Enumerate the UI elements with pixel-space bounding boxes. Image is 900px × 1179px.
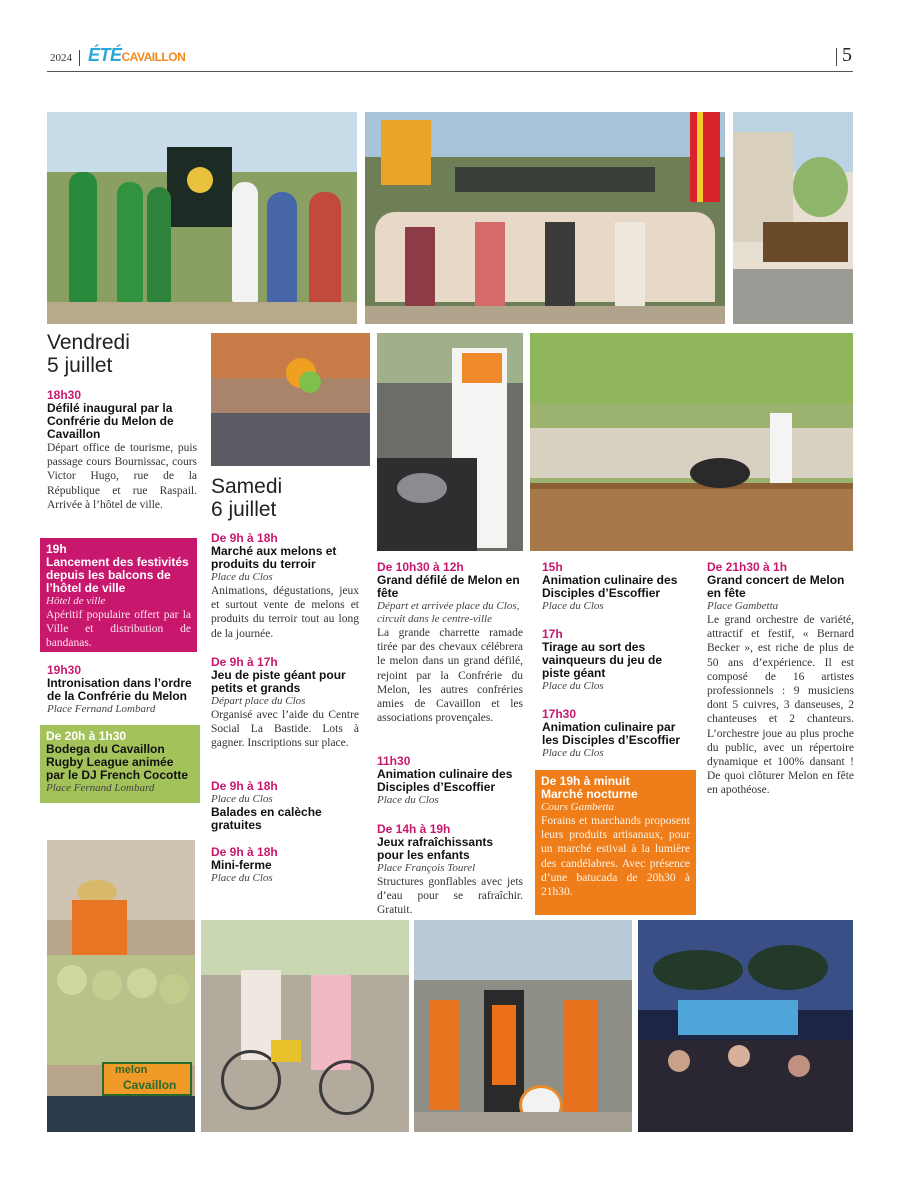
event-title: Grand défilé de Melon en fête (377, 573, 520, 600)
photo-crowd-market (211, 333, 370, 466)
samedi-date: 6 juillet (211, 498, 277, 521)
photo-night-concert (638, 920, 853, 1132)
event-animation-culinaire-15h (542, 560, 688, 613)
event-jeux-rafraichissants (377, 822, 523, 918)
event-title: Jeux rafraîchissants pour les enfants (377, 835, 494, 862)
event-time: 15h (542, 560, 563, 574)
event-animation-culinaire-1730 (542, 707, 688, 760)
photo-bike-blender (201, 920, 409, 1132)
event-title: Jeu de piste géant pour petits et grands (211, 668, 346, 695)
photo-chefs-cooking (377, 333, 523, 551)
photo-melon-cart (733, 112, 853, 324)
header-year: 2024 (50, 52, 72, 64)
event-time: De 19h à minuit (541, 774, 630, 788)
photo-batucada (414, 920, 632, 1132)
melon-box-label: melon (115, 1064, 148, 1076)
event-animation-culinaire-1130 (377, 754, 523, 807)
event-place: Place Gambetta (707, 600, 779, 612)
photo-confrerie-procession (47, 112, 357, 324)
event-place: Place du Clos (211, 872, 273, 884)
event-place: Place Fernand Lombard (47, 703, 156, 715)
vendredi-date: 5 juillet (47, 354, 113, 377)
event-title: Lancement des festivités depuis les balcons de l’hôtel de ville (46, 555, 189, 595)
photo-mini-farm (530, 333, 853, 551)
page-number-separator (836, 48, 837, 66)
ete-cavaillon-logo (88, 45, 185, 66)
event-time: De 21h30 à 1h (707, 560, 788, 574)
event-place: Cours Gambetta (541, 801, 615, 813)
event-place: Place François Tourel (377, 862, 476, 874)
event-lancement-festivites (40, 538, 197, 652)
vendredi-day: Vendredi (47, 331, 130, 354)
event-title: Grand concert de Melon en fête (707, 573, 845, 600)
event-time: 11h30 (377, 754, 411, 768)
event-marche-melons (211, 531, 359, 641)
event-time: De 9h à 17h (211, 655, 278, 669)
event-place: Départ place du Clos (211, 695, 306, 707)
event-time: De 9h à 18h (211, 531, 278, 545)
event-time: De 20h à 1h30 (46, 729, 127, 743)
event-desc: Départ office de tourisme, puis passage cours Bournissac, cours Victor Hugo, rue de la République et rue Raspail. Arrivée à l’hôtel de ville. (47, 442, 197, 511)
event-title: Balades en calèche gratuites (211, 805, 322, 832)
event-time: 17h (542, 627, 563, 641)
event-title: Mini-ferme (211, 858, 272, 872)
event-title: Marché nocturne (541, 787, 638, 801)
event-grand-defile (377, 560, 523, 725)
event-desc: Apéritif populaire offert par la Ville et distribution de bandanas. (46, 609, 191, 650)
event-title: Marché aux melons et produits du terroir (211, 544, 337, 571)
samedi-day: Samedi (211, 475, 283, 498)
event-intronisation (47, 663, 197, 716)
event-place: Place du Clos (211, 793, 273, 805)
event-time: 18h30 (47, 388, 82, 402)
event-defile-inaugural (47, 388, 197, 512)
event-place: Place du Clos (377, 794, 439, 806)
event-time: De 9h à 18h (211, 779, 278, 793)
photo-melon-stand (47, 840, 195, 1132)
page-number: 5 (842, 44, 852, 66)
logo-ete-text: ÉTÉ (88, 45, 122, 65)
logo-cavaillon-text: CAVAILLON (121, 50, 186, 64)
event-tirage-au-sort (542, 627, 688, 693)
event-title: Intronisation dans l’ordre de la Confrérie du Melon (47, 676, 192, 703)
event-title: Bodega du Cavaillon Rugby League animée par le DJ French Cocotte (46, 742, 189, 782)
header-rule (47, 71, 853, 72)
event-desc: Organisé avec l’aide du Centre Social La Bastide. Lots à gagner. Inscriptions sur place. (211, 709, 359, 750)
photo-provencal-group (365, 112, 725, 324)
event-title: Animation culinaire des Disciples d’Escoffier (377, 767, 513, 794)
event-place: Place du Clos (542, 680, 604, 692)
event-grand-concert (707, 560, 854, 798)
event-place: Place du Clos (542, 747, 604, 759)
event-place: Départ et arrivée place du Clos, circuit dans le centre-ville (377, 600, 520, 625)
event-desc: Le grand orchestre de variété, attractif et festif, « Bernard Becker », est riche de plus de 50 ans d’expérience. Il est composé de 16 artistes professionnels : 9 musiciens dont 5 cuivres, 3 danseuses, 2 chanteuses et 2 chanteurs. L’orchestre joue au plus proche du public, avec un répertoire dynamique et 100% dansant ! De quoi clôturer Melon en fête en apothéose. (707, 614, 854, 797)
event-mini-ferme (211, 845, 359, 885)
event-desc: La grande charrette ramade tirée par des chevaux célébrera le melon dans un grand défilé, rejoint par la Confrérie du Melon, les autres confréries amies de Cavaillon et les associations provençales. (377, 627, 523, 725)
header-separator (79, 50, 80, 66)
event-caleche (211, 779, 359, 832)
event-desc: Structures gonflables avec jets d’eau pour se rafraîchir. Gratuit. (377, 876, 523, 917)
event-bodega (40, 725, 200, 803)
event-jeu-de-piste (211, 655, 359, 751)
event-title: Tirage au sort des vainqueurs du jeu de piste géant (542, 640, 663, 680)
event-place: Place du Clos (542, 600, 604, 612)
vendredi-title (47, 331, 197, 377)
event-place: Place du Clos (211, 571, 273, 583)
event-time: 17h30 (542, 707, 577, 721)
melon-box-brand: Cavaillon (123, 1078, 177, 1092)
event-title: Animation culinaire par les Disciples d’Escoffier (542, 720, 681, 747)
event-marche-nocturne (535, 770, 696, 915)
event-desc: Animations, dégustations, jeux et surtout vente de melons et produits du terroir tout au long de la journée. (211, 585, 359, 640)
event-desc: Forains et marchands proposent leurs produits artisanaux, pour un marché estival à la lumière des candélabres. Avec présence d’une batucada de 20h30 à 21h30. (541, 815, 690, 899)
event-time: De 9h à 18h (211, 845, 278, 859)
event-place: Hôtel de ville (46, 595, 106, 607)
samedi-title (211, 475, 371, 521)
event-title: Défilé inaugural par la Confrérie du Melon de Cavaillon (47, 401, 174, 441)
event-time: 19h30 (47, 663, 82, 677)
event-place: Place Fernand Lombard (46, 782, 155, 794)
event-time: De 14h à 19h (377, 822, 451, 836)
event-title: Animation culinaire des Disciples d’Escoffier (542, 573, 678, 600)
event-time: 19h (46, 542, 67, 556)
event-time: De 10h30 à 12h (377, 560, 464, 574)
